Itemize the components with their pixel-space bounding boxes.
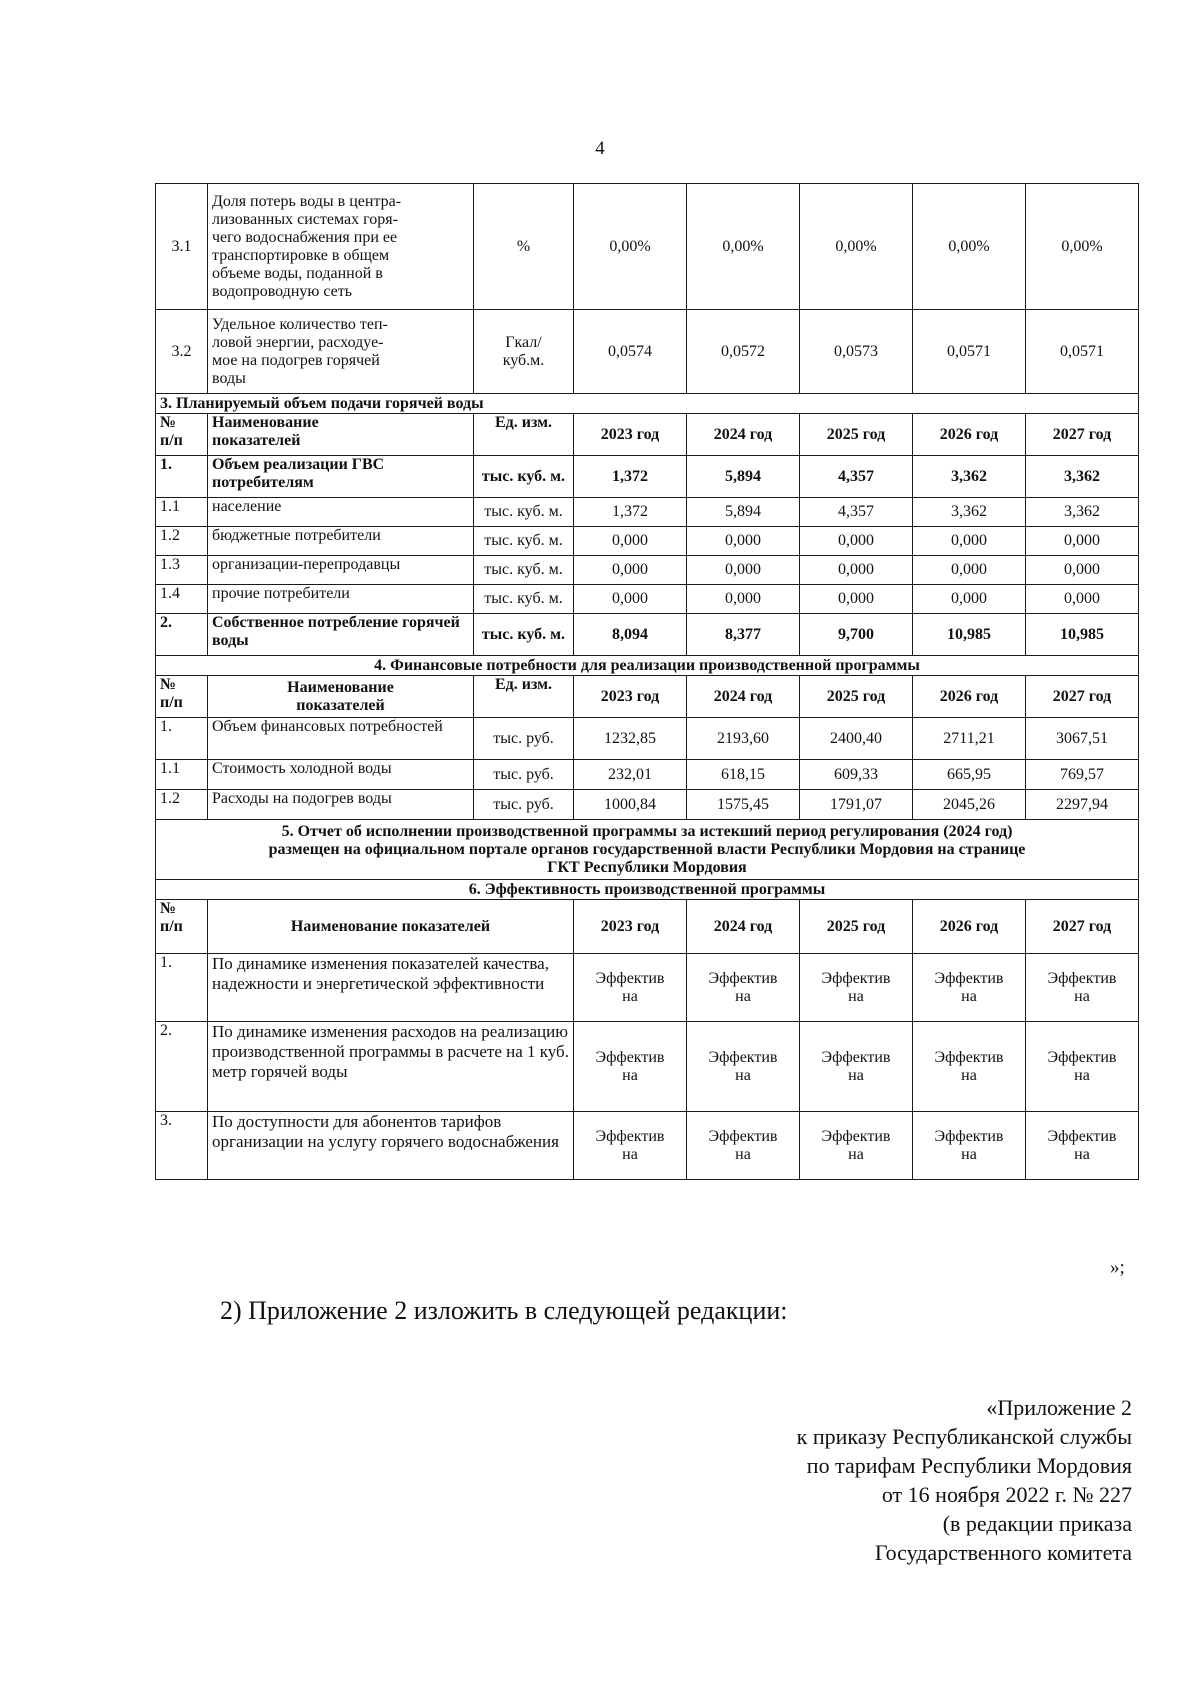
table-row xyxy=(156,310,1139,394)
header-name: Наименование показателей xyxy=(208,676,474,718)
indicator-name: Доля потерь воды в центра- лизованных системах горя- чего водоснабжения при ее транспортировке в общем объеме воды, поданной в водопроводную сеть xyxy=(208,184,474,310)
header-row xyxy=(156,414,1139,456)
table-row xyxy=(156,498,1139,527)
value-cell: 769,57 xyxy=(1026,760,1139,790)
header-year: 2027 год xyxy=(1026,676,1139,718)
value-cell: 0,00% xyxy=(800,184,913,310)
value-cell: 0,00% xyxy=(1026,184,1139,310)
header-no: № п/п xyxy=(156,676,208,718)
value-cell: 0,000 xyxy=(800,585,913,614)
value-cell: 0,000 xyxy=(1026,556,1139,585)
value-cell: 3,362 xyxy=(913,498,1026,527)
row-number: 1.4 xyxy=(156,585,208,614)
section-title: 6. Эффективность производственной программы xyxy=(156,880,1139,900)
value-cell: 0,000 xyxy=(800,527,913,556)
section-title: 4. Финансовые потребности для реализации производственной программы xyxy=(156,656,1139,676)
header-year: 2026 год xyxy=(913,414,1026,456)
value-cell: 618,15 xyxy=(687,760,800,790)
table-row xyxy=(156,614,1139,656)
row-number: 1.1 xyxy=(156,498,208,527)
value-cell: 5,894 xyxy=(687,498,800,527)
value-cell: 8,377 xyxy=(687,614,800,656)
table-row xyxy=(156,585,1139,614)
value-cell: 3,362 xyxy=(1026,456,1139,498)
row-number: 1. xyxy=(156,456,208,498)
header-year: 2023 год xyxy=(574,900,687,954)
value-cell: 1791,07 xyxy=(800,790,913,820)
value-cell: 1,372 xyxy=(574,498,687,527)
unit-cell: тыс. куб. м. xyxy=(474,585,574,614)
value-cell: 665,95 xyxy=(913,760,1026,790)
row-number: 1. xyxy=(156,718,208,760)
value-cell: 0,0571 xyxy=(1026,310,1139,394)
header-year: 2025 год xyxy=(800,414,913,456)
table-row xyxy=(156,790,1139,820)
value-cell: 0,000 xyxy=(687,585,800,614)
efficiency-cell: Эффектив на xyxy=(687,1112,800,1180)
value-cell: 0,000 xyxy=(574,527,687,556)
table-row xyxy=(156,1022,1139,1112)
table-row xyxy=(156,456,1139,498)
value-cell: 0,000 xyxy=(687,556,800,585)
appendix-header xyxy=(797,1393,1132,1567)
header-unit: Ед. изм. xyxy=(474,676,574,718)
amendment-line: 2) Приложение 2 изложить в следующей редакции: xyxy=(220,1296,788,1325)
value-cell: 0,000 xyxy=(687,527,800,556)
indicator-name: Расходы на подогрев воды xyxy=(208,790,474,820)
value-cell: 9,700 xyxy=(800,614,913,656)
value-cell: 2711,21 xyxy=(913,718,1026,760)
value-cell: 8,094 xyxy=(574,614,687,656)
unit-cell: тыс. куб. м. xyxy=(474,614,574,656)
unit-cell: тыс. руб. xyxy=(474,718,574,760)
appendix-line: по тарифам Республики Мордовия xyxy=(806,1453,1132,1478)
efficiency-cell: Эффектив на xyxy=(913,954,1026,1022)
header-row xyxy=(156,676,1139,718)
appendix-line: (в редакции приказа xyxy=(942,1511,1132,1536)
value-cell: 5,894 xyxy=(687,456,800,498)
value-cell: 1232,85 xyxy=(574,718,687,760)
header-name: Наименование показателей xyxy=(208,414,474,456)
value-cell: 2297,94 xyxy=(1026,790,1139,820)
section-title-row xyxy=(156,394,1139,414)
efficiency-cell: Эффектив на xyxy=(800,1112,913,1180)
indicator-name: По динамике изменения показателей качества, надежности и энергетической эффективности xyxy=(208,954,574,1022)
header-year: 2023 год xyxy=(574,676,687,718)
table-row xyxy=(156,1112,1139,1180)
value-cell: 1,372 xyxy=(574,456,687,498)
efficiency-cell: Эффектив на xyxy=(800,954,913,1022)
section-title-row xyxy=(156,656,1139,676)
header-year: 2026 год xyxy=(913,676,1026,718)
header-no: № п/п xyxy=(156,414,208,456)
section-row xyxy=(156,820,1139,880)
header-unit: Ед. изм. xyxy=(474,414,574,456)
value-cell: 0,0573 xyxy=(800,310,913,394)
row-number: 2. xyxy=(156,1022,208,1112)
appendix-line: «Приложение 2 xyxy=(986,1395,1132,1420)
indicator-name: бюджетные потребители xyxy=(208,527,474,556)
header-name: Наименование показателей xyxy=(208,900,574,954)
efficiency-cell: Эффектив на xyxy=(913,1112,1026,1180)
value-cell: 2400,40 xyxy=(800,718,913,760)
value-cell: 0,000 xyxy=(1026,585,1139,614)
header-year: 2027 год xyxy=(1026,414,1139,456)
row-number: 1.2 xyxy=(156,790,208,820)
row-number: 1.2 xyxy=(156,527,208,556)
table-row xyxy=(156,718,1139,760)
efficiency-cell: Эффектив на xyxy=(800,1022,913,1112)
page-number: 4 xyxy=(595,138,605,159)
value-cell: 609,33 xyxy=(800,760,913,790)
header-row xyxy=(156,900,1139,954)
value-cell: 1575,45 xyxy=(687,790,800,820)
header-year: 2026 год xyxy=(913,900,1026,954)
row-number: 3.1 xyxy=(156,184,208,310)
efficiency-cell: Эффектив на xyxy=(1026,1022,1139,1112)
report-notice: 5. Отчет об исполнении производственной программы за истекший период регулирования (2024 год) размещен на официальном портале органов государственной власти Республики Мордовия на странице ГКТ Республики Мордовия xyxy=(156,820,1139,880)
value-cell: 0,0572 xyxy=(687,310,800,394)
header-year: 2023 год xyxy=(574,414,687,456)
appendix-line: Государственного комитета xyxy=(874,1540,1132,1565)
indicator-name: организации-перепродавцы xyxy=(208,556,474,585)
value-cell: 232,01 xyxy=(574,760,687,790)
value-cell: 0,0574 xyxy=(574,310,687,394)
table-row xyxy=(156,556,1139,585)
row-number: 1.3 xyxy=(156,556,208,585)
value-cell: 0,000 xyxy=(913,585,1026,614)
indicator-name: Удельное количество теп- ловой энергии, расходуе- мое на подогрев горячей воды xyxy=(208,310,474,394)
value-cell: 0,00% xyxy=(574,184,687,310)
table-row xyxy=(156,954,1139,1022)
header-year: 2025 год xyxy=(800,676,913,718)
value-cell: 0,00% xyxy=(687,184,800,310)
value-cell: 10,985 xyxy=(1026,614,1139,656)
header-year: 2024 год xyxy=(687,414,800,456)
value-cell: 0,000 xyxy=(913,556,1026,585)
row-number: 2. xyxy=(156,614,208,656)
section-title: 3. Планируемый объем подачи горячей воды xyxy=(156,394,1139,414)
closing-quote: »; xyxy=(1110,1257,1125,1278)
value-cell: 0,00% xyxy=(913,184,1026,310)
row-number: 3.2 xyxy=(156,310,208,394)
value-cell: 3,362 xyxy=(913,456,1026,498)
table-row xyxy=(156,527,1139,556)
value-cell: 4,357 xyxy=(800,456,913,498)
efficiency-cell: Эффектив на xyxy=(687,954,800,1022)
header-year: 2025 год xyxy=(800,900,913,954)
value-cell: 3067,51 xyxy=(1026,718,1139,760)
indicator-name: Объем финансовых потребностей xyxy=(208,718,474,760)
efficiency-cell: Эффектив на xyxy=(913,1022,1026,1112)
efficiency-cell: Эффектив на xyxy=(574,1112,687,1180)
indicator-name: Стоимость холодной воды xyxy=(208,760,474,790)
value-cell: 1000,84 xyxy=(574,790,687,820)
section-title-row xyxy=(156,880,1139,900)
unit-cell: тыс. куб. м. xyxy=(474,498,574,527)
efficiency-cell: Эффектив на xyxy=(1026,1112,1139,1180)
table-row xyxy=(156,184,1139,310)
efficiency-cell: Эффектив на xyxy=(574,954,687,1022)
value-cell: 2045,26 xyxy=(913,790,1026,820)
header-year: 2024 год xyxy=(687,676,800,718)
efficiency-cell: Эффектив на xyxy=(574,1022,687,1112)
unit-cell: тыс. руб. xyxy=(474,760,574,790)
header-year: 2024 год xyxy=(687,900,800,954)
unit-cell: тыс. куб. м. xyxy=(474,556,574,585)
value-cell: 2193,60 xyxy=(687,718,800,760)
table-row xyxy=(156,760,1139,790)
row-number: 1.1 xyxy=(156,760,208,790)
indicator-name: По динамике изменения расходов на реализацию производственной программы в расчете на 1 куб. метр горячей воды xyxy=(208,1022,574,1112)
header-year: 2027 год xyxy=(1026,900,1139,954)
row-number: 1. xyxy=(156,954,208,1022)
unit-cell: тыс. куб. м. xyxy=(474,456,574,498)
indicator-name: население xyxy=(208,498,474,527)
tariff-table xyxy=(155,183,1139,1180)
unit-cell: тыс. куб. м. xyxy=(474,527,574,556)
unit-cell: Гкал/ куб.м. xyxy=(474,310,574,394)
value-cell: 0,000 xyxy=(913,527,1026,556)
value-cell: 0,000 xyxy=(1026,527,1139,556)
value-cell: 0,000 xyxy=(574,556,687,585)
unit-cell: тыс. руб. xyxy=(474,790,574,820)
indicator-name: прочие потребители xyxy=(208,585,474,614)
appendix-line: от 16 ноября 2022 г. № 227 xyxy=(881,1482,1132,1507)
unit-cell: % xyxy=(474,184,574,310)
value-cell: 4,357 xyxy=(800,498,913,527)
row-number: 3. xyxy=(156,1112,208,1180)
indicator-name: Объем реализации ГВС потребителям xyxy=(208,456,474,498)
efficiency-cell: Эффектив на xyxy=(1026,954,1139,1022)
value-cell: 0,0571 xyxy=(913,310,1026,394)
value-cell: 3,362 xyxy=(1026,498,1139,527)
header-no: № п/п xyxy=(156,900,208,954)
appendix-line: к приказу Республиканской службы xyxy=(796,1424,1132,1449)
value-cell: 10,985 xyxy=(913,614,1026,656)
value-cell: 0,000 xyxy=(574,585,687,614)
indicator-name: По доступности для абонентов тарифов организации на услугу горячего водоснабжения xyxy=(208,1112,574,1180)
efficiency-cell: Эффектив на xyxy=(687,1022,800,1112)
value-cell: 0,000 xyxy=(800,556,913,585)
indicator-name: Собственное потребление горячей воды xyxy=(208,614,474,656)
